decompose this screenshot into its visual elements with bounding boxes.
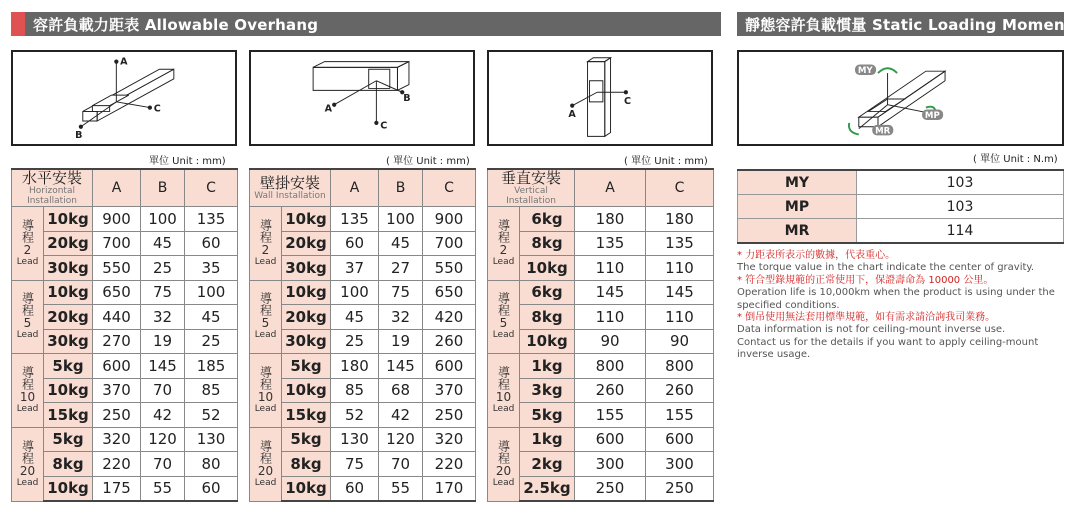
value-cell: 180 xyxy=(331,354,379,379)
lead-label: Lead xyxy=(16,403,39,414)
moment-value: 103 xyxy=(857,170,1064,195)
lead-zh: 導程 xyxy=(258,218,273,243)
load-cell: 8kg xyxy=(282,452,331,477)
horizontal-installation-figure xyxy=(13,52,235,144)
allowable-overhang-header xyxy=(11,12,721,36)
unit-label-static: ( 單位 Unit : N.m) xyxy=(973,154,1058,165)
header-accent xyxy=(11,12,25,36)
table-row xyxy=(250,231,476,256)
load-cell: 2.5kg xyxy=(520,476,575,501)
table-row xyxy=(12,280,238,305)
value-cell: 155 xyxy=(575,403,646,428)
column-header: C xyxy=(646,169,714,207)
value-cell: 300 xyxy=(646,452,714,477)
static-moment-table xyxy=(737,169,1064,244)
installation-title xyxy=(250,169,331,207)
load-cell: 20kg xyxy=(44,231,93,256)
table-row xyxy=(488,231,714,256)
vertical-installation-diagram xyxy=(487,50,713,146)
table-row xyxy=(12,305,238,330)
load-cell: 10kg xyxy=(282,378,331,403)
table-row xyxy=(250,280,476,305)
value-cell: 155 xyxy=(646,403,714,428)
load-cell: 1kg xyxy=(520,427,575,452)
value-cell: 100 xyxy=(141,207,185,232)
column-header: A xyxy=(575,169,646,207)
static-moment-title: 靜態容許負載慣量 Static Loading Moment xyxy=(745,15,1073,34)
lead-label: Lead xyxy=(254,477,277,488)
lead-zh: 導程 xyxy=(20,365,35,390)
lead-number: 20 xyxy=(257,463,274,478)
value-cell: 100 xyxy=(331,280,379,305)
lead-group-label xyxy=(488,354,520,428)
load-cell: 10kg xyxy=(44,476,93,501)
lead-group-label xyxy=(488,427,520,501)
value-cell: 900 xyxy=(423,207,476,232)
title-zh: 水平安裝 xyxy=(22,169,83,187)
value-cell: 85 xyxy=(331,378,379,403)
value-cell: 100 xyxy=(185,280,238,305)
value-cell: 420 xyxy=(423,305,476,330)
note-line: * 倒吊使用無法套用標準規範，如有需求請洽詢我司業務。 xyxy=(737,312,996,324)
lead-number: 10 xyxy=(257,389,274,404)
notes xyxy=(737,250,1067,362)
value-cell: 370 xyxy=(423,378,476,403)
table-row xyxy=(250,207,476,232)
load-cell: 6kg xyxy=(520,207,575,232)
value-cell: 32 xyxy=(379,305,423,330)
label-b: B xyxy=(75,130,83,142)
load-cell: 3kg xyxy=(520,378,575,403)
value-cell: 60 xyxy=(331,476,379,501)
installation-title xyxy=(488,169,575,207)
load-cell: 10kg xyxy=(282,207,331,232)
lead-number: 2 xyxy=(499,242,508,257)
lead-number: 2 xyxy=(23,242,32,257)
lead-zh: 導程 xyxy=(258,439,273,464)
label-c: C xyxy=(380,120,388,132)
value-cell: 27 xyxy=(379,256,423,281)
lead-group-label xyxy=(12,427,44,501)
static-moment-figure xyxy=(739,52,1062,144)
load-cell: 10kg xyxy=(282,280,331,305)
value-cell: 800 xyxy=(646,354,714,379)
value-cell: 85 xyxy=(185,378,238,403)
value-cell: 370 xyxy=(93,378,141,403)
value-cell: 60 xyxy=(331,231,379,256)
load-cell: 10kg xyxy=(520,256,575,281)
static-moment-diagram xyxy=(737,50,1064,146)
label-a: A xyxy=(120,56,128,68)
lead-label: Lead xyxy=(254,256,277,267)
column-header: A xyxy=(93,169,141,207)
lead-group-label xyxy=(12,207,44,281)
value-cell: 32 xyxy=(141,305,185,330)
lead-zh: 導程 xyxy=(496,365,511,390)
title-en: Wall Installation xyxy=(254,191,326,201)
load-cell: 30kg xyxy=(44,329,93,354)
lead-group-label xyxy=(488,280,520,354)
value-cell: 100 xyxy=(379,207,423,232)
value-cell: 110 xyxy=(646,305,714,330)
value-cell: 145 xyxy=(646,280,714,305)
title-zh: 垂直安裝 xyxy=(500,169,561,187)
load-cell: 15kg xyxy=(44,403,93,428)
value-cell: 145 xyxy=(575,280,646,305)
allowable-overhang-title: 容許負載力距表 Allowable Overhang xyxy=(33,15,319,34)
value-cell: 75 xyxy=(379,280,423,305)
table-row xyxy=(738,219,1064,244)
table-header-row xyxy=(488,169,714,207)
value-cell: 550 xyxy=(93,256,141,281)
value-cell: 260 xyxy=(646,378,714,403)
lead-number: 5 xyxy=(499,316,508,331)
unit-label-wall: ( 單位 Unit : mm) xyxy=(386,156,470,167)
load-cell: 20kg xyxy=(282,305,331,330)
lead-number: 2 xyxy=(261,242,270,257)
value-cell: 135 xyxy=(646,231,714,256)
column-header: A xyxy=(331,169,379,207)
title-en: Vertical Installation xyxy=(506,186,556,206)
table-row xyxy=(12,256,238,281)
value-cell: 55 xyxy=(141,476,185,501)
lead-group-label xyxy=(250,427,282,501)
lead-label: Lead xyxy=(492,403,515,414)
horizontal-installation-diagram xyxy=(11,50,237,146)
load-cell: 20kg xyxy=(282,231,331,256)
label-b: B xyxy=(403,92,411,104)
value-cell: 75 xyxy=(331,452,379,477)
table-row xyxy=(738,170,1064,195)
horizontal-overhang-table xyxy=(11,168,238,502)
load-cell: 30kg xyxy=(282,329,331,354)
wall-installation-figure xyxy=(251,52,473,144)
value-cell: 185 xyxy=(185,354,238,379)
value-cell: 130 xyxy=(185,427,238,452)
value-cell: 600 xyxy=(423,354,476,379)
table-row xyxy=(250,329,476,354)
lead-zh: 導程 xyxy=(496,292,511,317)
value-cell: 45 xyxy=(141,231,185,256)
title-zh: 壁掛安裝 xyxy=(259,174,320,192)
value-cell: 19 xyxy=(379,329,423,354)
table-row xyxy=(488,403,714,428)
load-cell: 10kg xyxy=(44,378,93,403)
lead-group-label xyxy=(250,280,282,354)
value-cell: 25 xyxy=(141,256,185,281)
value-cell: 135 xyxy=(185,207,238,232)
table-row xyxy=(488,329,714,354)
value-cell: 175 xyxy=(93,476,141,501)
value-cell: 145 xyxy=(379,354,423,379)
value-cell: 120 xyxy=(141,427,185,452)
value-cell: 90 xyxy=(646,329,714,354)
lead-number: 5 xyxy=(261,316,270,331)
table-row xyxy=(488,378,714,403)
table-row xyxy=(250,256,476,281)
value-cell: 60 xyxy=(185,231,238,256)
lead-zh: 導程 xyxy=(258,365,273,390)
moment-key: MP xyxy=(738,195,857,219)
lead-group-label xyxy=(250,354,282,428)
moment-key: MR xyxy=(738,219,857,244)
moment-value: 103 xyxy=(857,195,1064,219)
note-line: Data information is not for ceiling-mount inverse use. xyxy=(737,324,1006,336)
value-cell: 250 xyxy=(423,403,476,428)
lead-number: 10 xyxy=(19,389,36,404)
table-row xyxy=(250,305,476,330)
lead-label: Lead xyxy=(254,330,277,341)
lead-zh: 導程 xyxy=(496,218,511,243)
unit-label-vertical: ( 單位 Unit : mm) xyxy=(624,156,708,167)
table-row xyxy=(12,427,238,452)
lead-group-label xyxy=(250,207,282,281)
lead-zh: 導程 xyxy=(258,292,273,317)
load-cell: 10kg xyxy=(44,207,93,232)
table-row xyxy=(250,354,476,379)
lead-group-label xyxy=(12,280,44,354)
load-cell: 20kg xyxy=(44,305,93,330)
table-header-row xyxy=(250,169,476,207)
table-row xyxy=(488,354,714,379)
note-line: * 符合型錄規範的正常使用下，保證壽命為 10000 公里。 xyxy=(737,274,994,286)
value-cell: 700 xyxy=(93,231,141,256)
value-cell: 45 xyxy=(331,305,379,330)
load-cell: 5kg xyxy=(282,427,331,452)
value-cell: 650 xyxy=(93,280,141,305)
lead-label: Lead xyxy=(16,477,39,488)
lead-zh: 導程 xyxy=(20,439,35,464)
value-cell: 70 xyxy=(141,452,185,477)
value-cell: 250 xyxy=(93,403,141,428)
value-cell: 19 xyxy=(141,329,185,354)
lead-number: 10 xyxy=(495,389,512,404)
table-row xyxy=(488,280,714,305)
lead-number: 5 xyxy=(23,316,32,331)
table-row xyxy=(488,427,714,452)
unit-label-horizontal: 單位 Unit : mm) xyxy=(149,156,226,167)
value-cell: 25 xyxy=(185,329,238,354)
value-cell: 25 xyxy=(331,329,379,354)
value-cell: 70 xyxy=(379,452,423,477)
value-cell: 80 xyxy=(185,452,238,477)
lead-label: Lead xyxy=(16,330,39,341)
value-cell: 440 xyxy=(93,305,141,330)
value-cell: 130 xyxy=(331,427,379,452)
value-cell: 70 xyxy=(141,378,185,403)
installation-title xyxy=(12,169,93,207)
load-cell: 8kg xyxy=(44,452,93,477)
table-row xyxy=(488,305,714,330)
value-cell: 270 xyxy=(93,329,141,354)
table-row xyxy=(250,452,476,477)
value-cell: 42 xyxy=(141,403,185,428)
title-en: Horizontal Installation xyxy=(27,186,77,206)
column-header: B xyxy=(141,169,185,207)
load-cell: 10kg xyxy=(520,329,575,354)
load-cell: 6kg xyxy=(520,280,575,305)
table-row xyxy=(738,195,1064,219)
value-cell: 45 xyxy=(379,231,423,256)
table-row xyxy=(488,256,714,281)
lead-label: Lead xyxy=(16,256,39,267)
table-row xyxy=(250,403,476,428)
table-row xyxy=(12,231,238,256)
value-cell: 110 xyxy=(575,305,646,330)
table-row xyxy=(12,207,238,232)
value-cell: 52 xyxy=(331,403,379,428)
value-cell: 250 xyxy=(575,476,646,501)
value-cell: 700 xyxy=(423,231,476,256)
load-cell: 10kg xyxy=(282,476,331,501)
value-cell: 550 xyxy=(423,256,476,281)
table-row xyxy=(12,329,238,354)
table-row xyxy=(12,354,238,379)
value-cell: 220 xyxy=(93,452,141,477)
value-cell: 37 xyxy=(331,256,379,281)
load-cell: 30kg xyxy=(282,256,331,281)
value-cell: 800 xyxy=(575,354,646,379)
lead-zh: 導程 xyxy=(496,439,511,464)
column-header: C xyxy=(185,169,238,207)
load-cell: 2kg xyxy=(520,452,575,477)
lead-group-label xyxy=(12,354,44,428)
value-cell: 90 xyxy=(575,329,646,354)
table-header-row xyxy=(12,169,238,207)
label-mr: MR xyxy=(875,126,891,137)
wall-overhang-table xyxy=(249,168,476,502)
label-a: A xyxy=(568,109,576,121)
column-header: C xyxy=(423,169,476,207)
lead-zh: 導程 xyxy=(20,292,35,317)
lead-label: Lead xyxy=(492,330,515,341)
value-cell: 52 xyxy=(185,403,238,428)
value-cell: 68 xyxy=(379,378,423,403)
table-row xyxy=(488,452,714,477)
vertical-installation-figure xyxy=(489,52,711,144)
value-cell: 135 xyxy=(575,231,646,256)
value-cell: 320 xyxy=(423,427,476,452)
load-cell: 5kg xyxy=(44,354,93,379)
lead-label: Lead xyxy=(492,256,515,267)
moment-value: 114 xyxy=(857,219,1064,244)
column-header: B xyxy=(379,169,423,207)
table-row xyxy=(250,427,476,452)
load-cell: 8kg xyxy=(520,305,575,330)
lead-number: 20 xyxy=(495,463,512,478)
lead-label: Lead xyxy=(254,403,277,414)
lead-number: 20 xyxy=(19,463,36,478)
load-cell: 30kg xyxy=(44,256,93,281)
value-cell: 600 xyxy=(646,427,714,452)
value-cell: 320 xyxy=(93,427,141,452)
value-cell: 110 xyxy=(646,256,714,281)
value-cell: 300 xyxy=(575,452,646,477)
load-cell: 15kg xyxy=(282,403,331,428)
value-cell: 120 xyxy=(379,427,423,452)
value-cell: 145 xyxy=(141,354,185,379)
value-cell: 110 xyxy=(575,256,646,281)
value-cell: 170 xyxy=(423,476,476,501)
note-line: Contact us for the details if you want to apply ceiling-mount inverse usage. xyxy=(737,336,1039,361)
value-cell: 260 xyxy=(423,329,476,354)
vertical-overhang-table xyxy=(487,168,714,502)
moment-key: MY xyxy=(738,170,857,195)
note-line: The torque value in the chart indicate the center of gravity. xyxy=(737,262,1035,274)
value-cell: 220 xyxy=(423,452,476,477)
load-cell: 8kg xyxy=(520,231,575,256)
value-cell: 900 xyxy=(93,207,141,232)
value-cell: 250 xyxy=(646,476,714,501)
table-row xyxy=(250,378,476,403)
value-cell: 42 xyxy=(379,403,423,428)
value-cell: 600 xyxy=(575,427,646,452)
label-c: C xyxy=(623,95,631,107)
value-cell: 35 xyxy=(185,256,238,281)
table-row xyxy=(488,207,714,232)
load-cell: 1kg xyxy=(520,354,575,379)
value-cell: 650 xyxy=(423,280,476,305)
label-my: MY xyxy=(857,66,873,77)
value-cell: 45 xyxy=(185,305,238,330)
lead-zh: 導程 xyxy=(20,218,35,243)
value-cell: 60 xyxy=(185,476,238,501)
load-cell: 5kg xyxy=(44,427,93,452)
wall-installation-diagram xyxy=(249,50,475,146)
value-cell: 75 xyxy=(141,280,185,305)
label-a: A xyxy=(324,103,333,115)
table-row xyxy=(12,378,238,403)
value-cell: 180 xyxy=(646,207,714,232)
table-row xyxy=(12,452,238,477)
value-cell: 55 xyxy=(379,476,423,501)
load-cell: 5kg xyxy=(282,354,331,379)
value-cell: 180 xyxy=(575,207,646,232)
note-line: * 力距表所表示的數據，代表重心。 xyxy=(737,250,896,261)
lead-group-label xyxy=(488,207,520,281)
note-line: Operation life is 10,000km when the product is using under the specified conditions. xyxy=(737,287,1055,311)
static-moment-header xyxy=(737,12,1073,36)
table-row xyxy=(250,476,476,501)
table-row xyxy=(12,403,238,428)
value-cell: 600 xyxy=(93,354,141,379)
load-cell: 10kg xyxy=(44,280,93,305)
table-row xyxy=(488,476,714,501)
value-cell: 135 xyxy=(331,207,379,232)
label-mp: MP xyxy=(924,111,940,122)
lead-label: Lead xyxy=(492,477,515,488)
value-cell: 260 xyxy=(575,378,646,403)
table-row xyxy=(12,476,238,501)
label-c: C xyxy=(153,103,161,115)
load-cell: 5kg xyxy=(520,403,575,428)
